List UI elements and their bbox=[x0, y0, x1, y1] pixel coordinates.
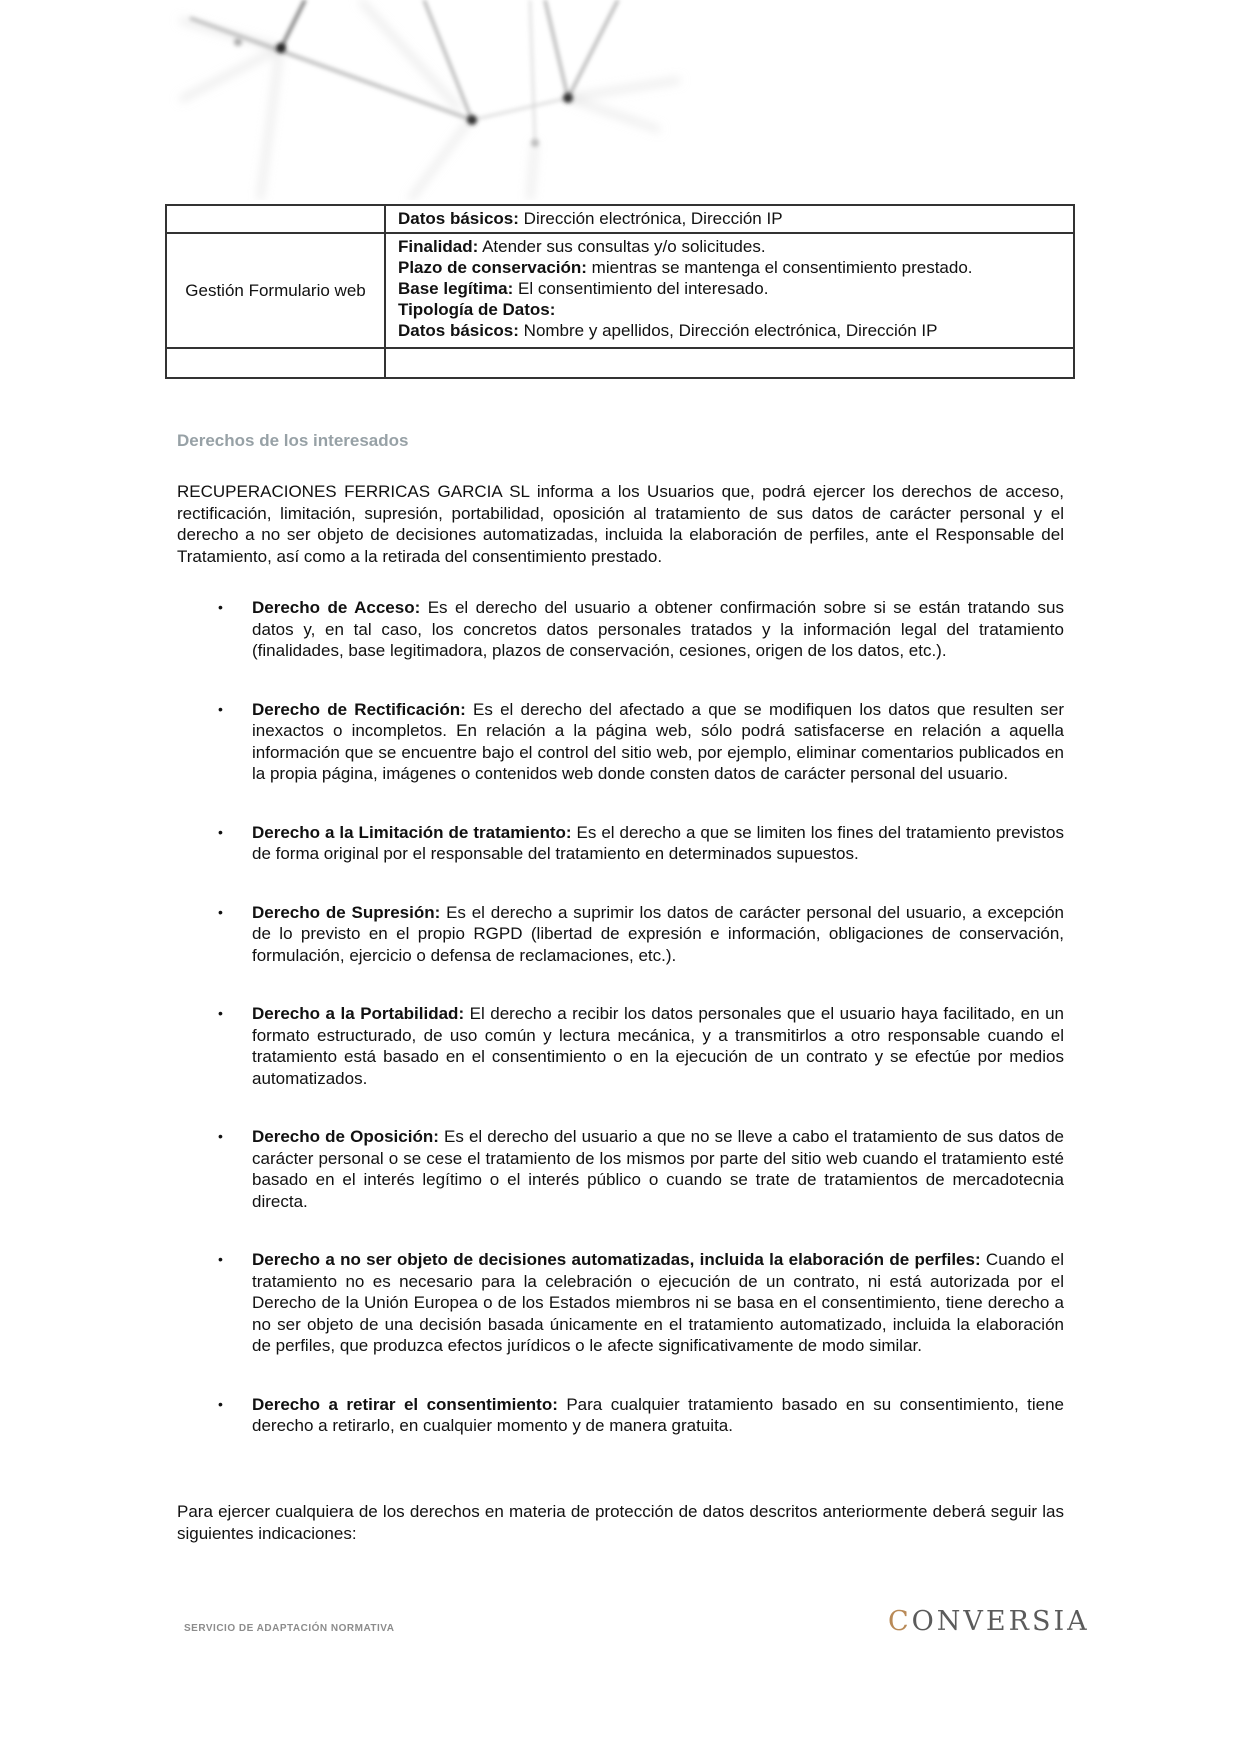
right-description: Es el derecho del usuario a obtener confirmación sobre si se están tratando sus datos y, en tal caso, los concretos datos personales tratados y la información legal del tratamiento (finalidades, base legitimadora, plazos de conservación, cesiones, origen de los datos, etc.). bbox=[252, 598, 1064, 660]
list-item bbox=[177, 1249, 1064, 1357]
list-item bbox=[177, 902, 1064, 967]
activity-cell: Gestión Formulario web bbox=[166, 233, 385, 348]
detail-label: Tipología de Datos: bbox=[398, 300, 556, 319]
list-item bbox=[177, 1394, 1064, 1437]
footer-service-label: SERVICIO DE ADAPTACIÓN NORMATIVA bbox=[184, 1623, 395, 1634]
right-title: Derecho a la Limitación de tratamiento: bbox=[252, 822, 572, 842]
table-row bbox=[166, 205, 1074, 233]
logo-initial: C bbox=[888, 1606, 912, 1637]
header-network-graphic bbox=[160, 0, 1060, 200]
bullet-icon: • bbox=[218, 1395, 223, 1412]
logo-text: ONVERSIA bbox=[911, 1606, 1090, 1637]
right-description: Cuando el tratamiento no es necesario para la celebración o ejecución de un contrato, ni está autorizada por el Derecho de la Unión Europea o de los Estados miembros ni se basa en el consentimiento, tiene derecho a no ser objeto de una decisión basada únicamente en el tratamiento automatizado, incluida la elaboración de perfiles, que produzca efectos jurídicos o le afecte significativamente de modo similar. bbox=[252, 1250, 1064, 1355]
detail-value: El consentimiento del interesado. bbox=[513, 279, 769, 298]
activity-cell bbox=[166, 348, 385, 378]
detail-value: Nombre y apellidos, Dirección electrónica, Dirección IP bbox=[518, 321, 938, 340]
detail-value: mientras se mantenga el consentimiento prestado. bbox=[586, 258, 973, 277]
detail-line bbox=[398, 236, 1061, 257]
right-description: Es el derecho del afectado a que se modifiquen los datos que resulten ser inexactos o incompletos. En relación a la página web, sólo podrá satisfacerse en relación a aquella información que se encuentre bajo el control del sitio web, por ejemplo, eliminar comentarios publicados en la propia página, imágenes o contenidos web donde consten datos de carácter personal del usuario. bbox=[252, 699, 1065, 783]
bullet-icon: • bbox=[218, 1005, 223, 1021]
right-title: Derecho de Supresión: bbox=[252, 902, 441, 922]
bullet-icon: • bbox=[218, 1128, 223, 1144]
bullet-icon: • bbox=[218, 823, 223, 840]
closing-paragraph: Para ejercer cualquiera de los derechos en materia de protección de datos descritos anteriormente deberá seguir las siguientes indicaciones: bbox=[177, 1502, 1064, 1543]
detail-label: Base legítima: bbox=[398, 279, 514, 298]
list-item bbox=[177, 1126, 1064, 1212]
detail-label: Datos básicos: bbox=[398, 209, 519, 228]
right-title: Derecho a retirar el consentimiento: bbox=[252, 1394, 558, 1414]
right-description: Es el derecho a suprimir los datos de carácter personal del usuario, a excepción de lo previsto en el propio RGPD (libertad de expresión e información, obligaciones de conservación, formulación, ejercicio o defensa de reclamaciones, etc.). bbox=[252, 902, 1064, 965]
table-row bbox=[166, 233, 1074, 348]
list-item bbox=[177, 597, 1064, 662]
list-item bbox=[177, 822, 1064, 865]
detail-line bbox=[398, 299, 1061, 320]
detail-value: Atender sus consultas y/o solicitudes. bbox=[478, 237, 766, 256]
bullet-icon: • bbox=[218, 903, 223, 920]
details-cell bbox=[385, 205, 1074, 233]
right-description: Es el derecho del usuario a que no se lleve a cabo el tratamiento de sus datos de carácter personal o se cese el tratamiento de los mismos por parte del sitio web cuando el tratamiento esté basado en el interés legítimo o el interés público o cuando se trate de tratamientos de mercadotecnia directa. bbox=[252, 1127, 1064, 1211]
right-title: Derecho a la Portabilidad: bbox=[252, 1004, 465, 1023]
detail-label: Datos básicos: bbox=[398, 321, 519, 340]
right-description: El derecho a recibir los datos personales que el usuario haya facilitado, en un formato estructurado, de uso común y lectura mecánica, y a transmitirlos a otro responsable cuando el tratamiento está basado en el consentimiento o en la ejecución de un contrato y se efectúe por medios automatizados. bbox=[252, 1004, 1064, 1088]
intro-paragraph: RECUPERACIONES FERRICAS GARCIA SL informa a los Usuarios que, podrá ejercer los derechos de acceso, rectificación, limitación, supresión, portabilidad, oposición al tratamiento de sus datos de carácter personal y el derecho a no ser objeto de decisiones automatizadas, incluida la elaboración de perfiles, ante el Responsable del Tratamiento, así como a la retirada del consentimiento prestado. bbox=[177, 482, 1064, 566]
detail-line bbox=[398, 278, 1061, 299]
details-cell bbox=[385, 233, 1074, 348]
activity-cell bbox=[166, 205, 385, 233]
details-cell bbox=[385, 348, 1074, 378]
conversia-logo bbox=[888, 1606, 1090, 1637]
bullet-icon: • bbox=[218, 599, 223, 615]
right-title: Derecho de Rectificación: bbox=[252, 699, 466, 719]
detail-line bbox=[398, 320, 1061, 341]
right-description: Para cualquier tratamiento basado en su consentimiento, tiene derecho a retirarlo, en cualquier momento y de manera gratuita. bbox=[252, 1394, 1064, 1435]
right-title: Derecho a no ser objeto de decisiones automatizadas, incluida la elaboración de perfiles: bbox=[252, 1250, 981, 1269]
detail-value: Dirección electrónica, Dirección IP bbox=[518, 209, 783, 228]
bullet-icon: • bbox=[218, 700, 223, 717]
list-item bbox=[177, 699, 1064, 785]
list-item bbox=[177, 1003, 1064, 1089]
detail-line bbox=[398, 257, 1061, 278]
section-heading: Derechos de los interesados bbox=[177, 431, 409, 450]
right-title: Derecho de Acceso: bbox=[252, 598, 421, 617]
table-row bbox=[166, 348, 1074, 378]
right-description: Es el derecho a que se limiten los fines del tratamiento previstos de forma original por el responsable del tratamiento en determinados supuestos. bbox=[252, 822, 1064, 863]
rights-list bbox=[177, 597, 1064, 1437]
detail-label: Finalidad: bbox=[398, 237, 479, 256]
data-processing-table bbox=[165, 204, 1075, 379]
right-title: Derecho de Oposición: bbox=[252, 1127, 439, 1146]
detail-line bbox=[398, 208, 1061, 229]
detail-label: Plazo de conservación: bbox=[398, 258, 587, 277]
bullet-icon: • bbox=[218, 1251, 223, 1267]
